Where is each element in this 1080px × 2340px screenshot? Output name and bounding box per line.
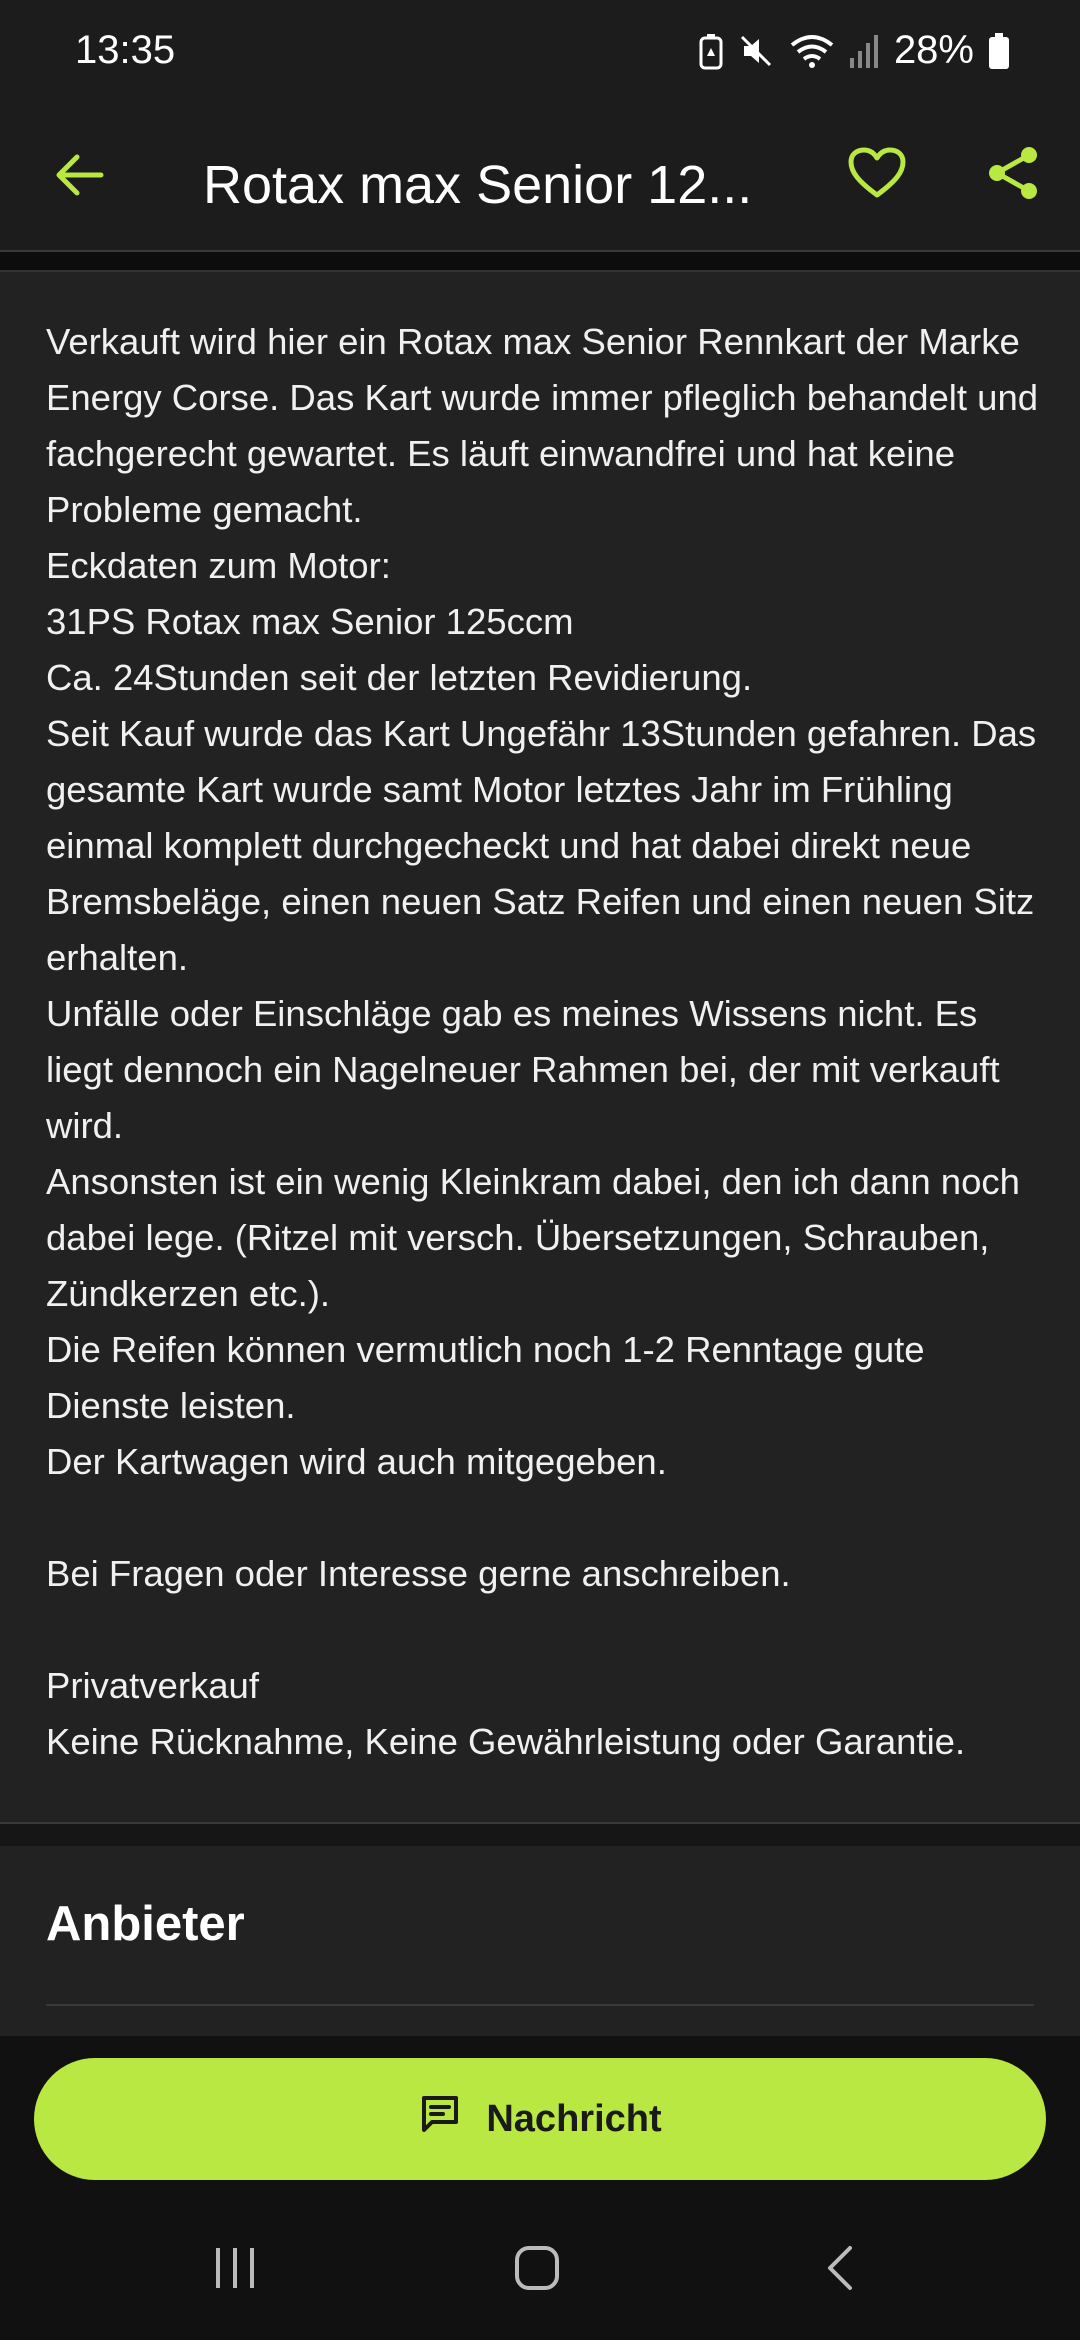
heart-icon	[848, 147, 906, 204]
battery-saver-icon	[698, 32, 724, 70]
recent-apps-button[interactable]	[195, 2240, 275, 2300]
message-button-label: Nachricht	[486, 2097, 662, 2140]
arrow-left-icon	[53, 153, 105, 202]
signal-icon	[850, 34, 880, 68]
system-back-button[interactable]	[800, 2240, 880, 2300]
share-button[interactable]	[978, 140, 1048, 210]
wifi-icon	[788, 33, 836, 69]
status-bar	[0, 0, 1080, 105]
chat-bubble-icon	[418, 2092, 462, 2146]
battery-percent: 28%	[893, 28, 974, 72]
status-time: 13:35	[75, 28, 176, 72]
battery-icon	[988, 32, 1010, 70]
share-icon	[985, 144, 1041, 207]
chevron-left-icon	[824, 2244, 856, 2297]
bottom-action-panel	[0, 2036, 1080, 2200]
section-divider	[0, 1822, 1080, 1848]
system-nav-bar	[0, 2200, 1080, 2340]
home-button[interactable]	[497, 2240, 577, 2300]
page-title: Rotax max Senior 12...	[203, 155, 753, 215]
mute-icon	[738, 33, 774, 69]
home-icon	[513, 2244, 561, 2297]
favorite-button[interactable]	[842, 140, 912, 210]
description-text: Verkauft wird hier ein Rotax max Senior Rennkart der Marke Energy Corse. Das Kart wurde immer pfleglich behandelt und fachgerecht gewartet. Es läuft einwandfrei und hat keine Probleme gemacht. Eckdaten zum Motor: 31PS Rotax max Senior 125ccm Ca. 24Stunden seit der letzten Revidierung. Seit Kauf wurde das Kart Ungefähr 13Stunden gefahren. Das gesamte Kart wurde samt Motor letztes Jahr im Frühling einmal komplett durchgecheckt und hat dabei direkt neue Bremsbeläge, einen neuen Satz Reifen und einen neuen Sitz erhalten. Unfälle oder Einschläge gab es meines Wissens nicht. Es liegt dennoch ein Nagelneuer Rahmen bei, der mit verkauft wird. Ansonsten ist ein wenig Kleinkram dabei, den ich dann noch dabei lege. (Ritzel mit versch. Übersetzungen, Schrauben, Zündkerzen etc.). Die Reifen können vermutlich noch 1-2 Renntage gute Dienste leisten. Der Kartwagen wird auch mitgegeben. Bei Fragen oder Interesse gerne anschreiben. Privatverkauf Keine Rücknahme, Keine Gewährleistung oder Garantie.	[46, 321, 1039, 1762]
provider-heading: Anbieter	[46, 1897, 245, 1951]
provider-section	[0, 1846, 1080, 2036]
status-icons	[698, 28, 1010, 73]
message-button[interactable]	[34, 2058, 1046, 2180]
back-button[interactable]	[44, 142, 114, 212]
app-bar	[0, 105, 1080, 253]
header-divider	[0, 252, 1080, 270]
description-card	[0, 270, 1080, 1824]
recent-apps-icon	[212, 2246, 258, 2295]
provider-divider	[46, 2004, 1034, 2006]
